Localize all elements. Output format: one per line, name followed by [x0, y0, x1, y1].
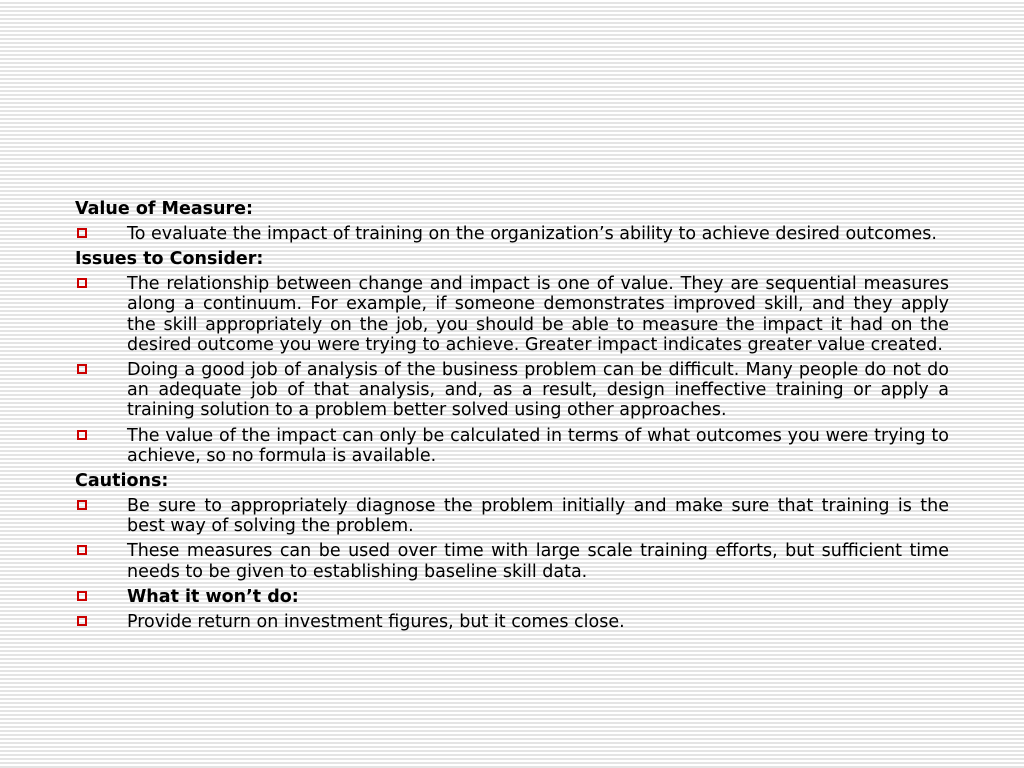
- bullet-item: [75, 612, 949, 632]
- bullet-text: Be sure to appropriately diagnose the problem initially and make sure that training is the best way of solving the problem.: [127, 496, 949, 537]
- square-outline-bullet-icon: [77, 228, 87, 238]
- square-outline-bullet-icon: [77, 545, 87, 555]
- bullet-item-what-it-wont-do: [75, 587, 949, 607]
- square-outline-bullet-icon: [77, 616, 87, 626]
- bullet-item: [75, 541, 949, 581]
- bullet-item: [75, 360, 949, 421]
- heading-issues-to-consider: Issues to Consider:: [75, 249, 264, 270]
- bullet-text: The value of the impact can only be calculated in terms of what outcomes you were trying to achieve, so no formula is available.: [127, 425, 949, 466]
- square-outline-bullet-icon: [77, 364, 87, 374]
- square-outline-bullet-icon: [77, 591, 87, 601]
- bullet-item: [75, 224, 949, 244]
- bullet-text: These measures can be used over time with large scale training efforts, but sufficient time needs to be given to establishing baseline skill data.: [127, 541, 949, 582]
- bullet-text: Provide return on investment figures, but it comes close.: [127, 612, 625, 633]
- bullet-item: [75, 496, 949, 536]
- bullet-text: To evaluate the impact of training on the organization’s ability to achieve desired outcomes.: [127, 224, 937, 244]
- slide-content: [75, 199, 949, 637]
- square-outline-bullet-icon: [77, 500, 87, 510]
- square-outline-bullet-icon: [77, 430, 87, 440]
- bullet-item: [75, 274, 949, 355]
- heading-value-of-measure: Value of Measure:: [75, 199, 254, 219]
- square-outline-bullet-icon: [77, 278, 87, 288]
- heading-cautions: Cautions:: [75, 471, 169, 492]
- bullet-item: [75, 426, 949, 466]
- bullet-text: What it won’t do:: [127, 586, 299, 607]
- bullet-text: The relationship between change and impact is one of value. They are sequential measures along a continuum. For example, if someone demonstrates improved skill, and they apply the skill appropriately on the job, you should be able to measure the impact it had on the desired outcome you were trying to achieve. Greater impact indicates greater value created.: [127, 274, 949, 355]
- bullet-text: Doing a good job of analysis of the business problem can be difficult. Many people do not do an adequate job of that analysis, and, as a result, design ineffective training or apply a training solution to a problem better solved using other approaches.: [127, 360, 949, 421]
